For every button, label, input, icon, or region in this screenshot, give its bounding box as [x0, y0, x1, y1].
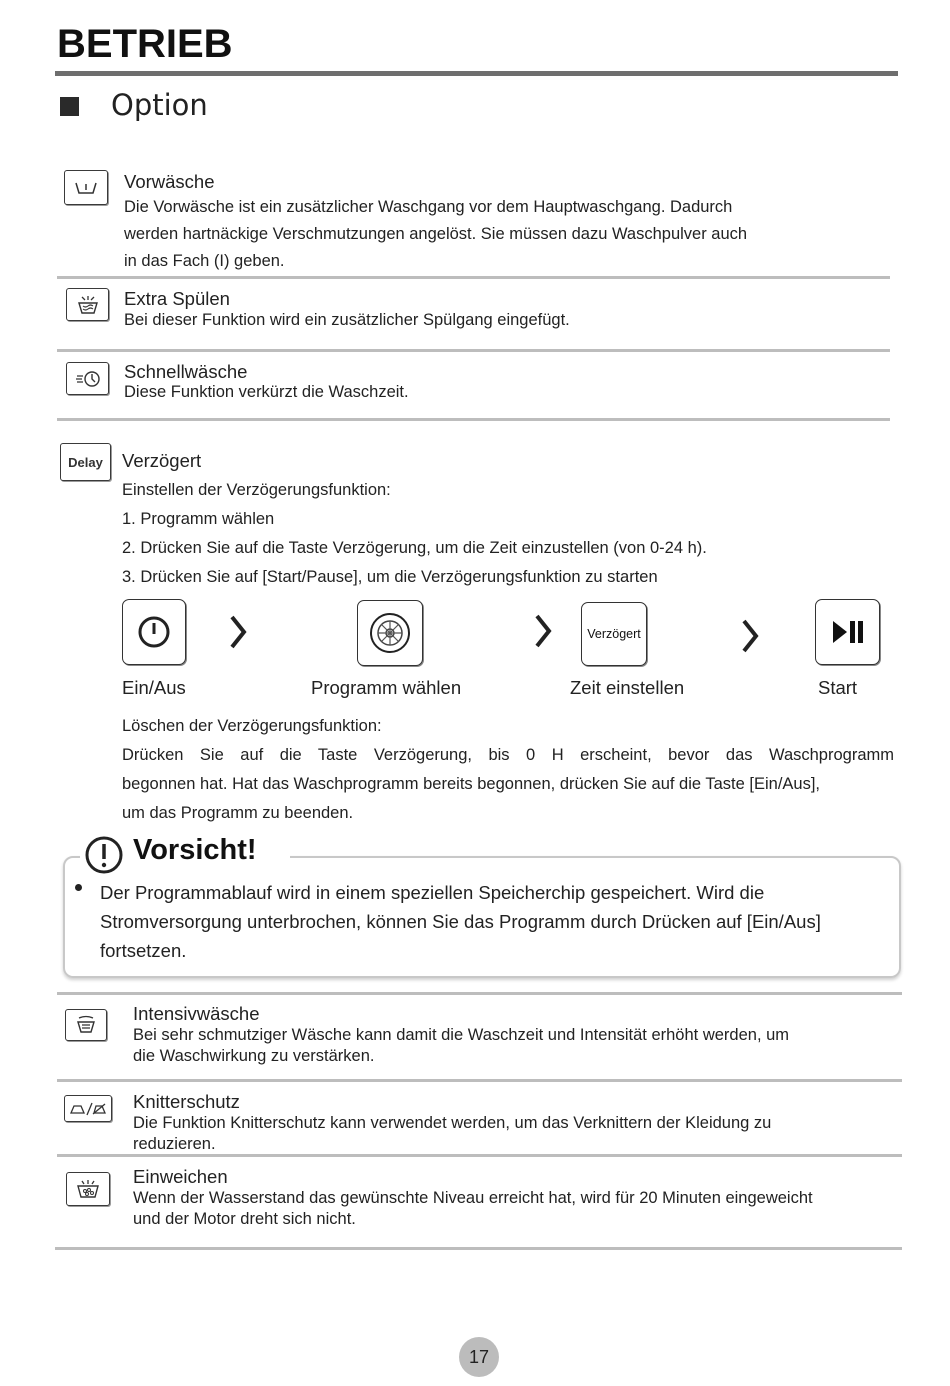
- exclamation-circle-icon: [84, 835, 124, 875]
- text-line: und der Motor dreht sich nicht.: [133, 1210, 356, 1228]
- page-title: BETRIEB: [57, 22, 233, 66]
- soak-icon: [66, 1172, 110, 1206]
- text-line: in das Fach (I) geben.: [124, 252, 285, 270]
- rinse-icon: [66, 288, 109, 321]
- delay-cancel-title: Löschen der Verzögerungsfunktion:: [122, 717, 382, 735]
- flow-label-delay: Zeit einstellen: [570, 677, 685, 698]
- section-bullet-square: [60, 97, 79, 116]
- power-icon: [136, 614, 172, 650]
- option-title-schnellwaesche: Schnellwäsche: [124, 361, 248, 382]
- program-dial-illustration: [357, 600, 423, 666]
- quick-wash-icon: [66, 362, 109, 395]
- text-line: werden hartnäckige Verschmutzungen angelöst. Sie müssen dazu Waschpulver auch: [124, 225, 748, 243]
- power-button-illustration: [122, 599, 186, 665]
- chevron-right-icon: [527, 611, 557, 651]
- delay-step-1: 1. Programm wählen: [122, 510, 275, 528]
- delay-button-illustration: Verzögert: [581, 602, 647, 666]
- page-number: 17: [459, 1337, 499, 1377]
- program-dial-icon: [368, 611, 412, 655]
- warning-text: [100, 878, 870, 965]
- divider: [57, 349, 890, 352]
- divider: [57, 992, 902, 995]
- text-line: Der Programmablauf wird in einem speziellen Speicherchip gespeichert. Wird die: [100, 882, 765, 903]
- text-line: Die Funktion Knitterschutz kann verwendet werden, um das Verknittern der Kleidung zu: [133, 1114, 772, 1132]
- option-title-einweichen: Einweichen: [133, 1166, 228, 1187]
- flow-label-program: Programm wählen: [311, 677, 462, 698]
- text-line: reduzieren.: [133, 1135, 216, 1153]
- option-title-verzoegert: Verzögert: [122, 450, 202, 471]
- delay-cancel-line-1: Drücken Sie auf die Taste Verzögerung, bis 0 H erscheint, bevor das Waschprogramm: [122, 746, 894, 764]
- start-pause-button-illustration: [815, 599, 880, 665]
- delay-step-2: 2. Drücken Sie auf die Taste Verzögerung, um die Zeit einzustellen (von 0-24 h).: [122, 539, 707, 557]
- chevron-right-icon: [222, 612, 252, 652]
- divider: [57, 1154, 902, 1157]
- text-line: Wenn der Wasserstand das gewünschte Niveau erreicht hat, wird für 20 Minuten eingeweicht: [133, 1189, 813, 1207]
- delay-cancel-line-2: begonnen hat. Hat das Waschprogramm bereits begonnen, drücken Sie auf die Taste [Ein/Aus],: [122, 775, 821, 793]
- text-line: fortsetzen.: [100, 940, 187, 961]
- delay-icon: Delay: [60, 443, 111, 481]
- title-divider: [55, 71, 898, 76]
- option-text-vorwaesche: [124, 194, 747, 275]
- divider: [57, 276, 890, 279]
- text-line: Bei sehr schmutziger Wäsche kann damit die Waschzeit und Intensität erhöht werden, um: [133, 1026, 790, 1044]
- option-text-knitterschutz: [133, 1113, 771, 1155]
- prewash-tub-icon: [64, 170, 108, 205]
- delay-intro: Einstellen der Verzögerungsfunktion:: [122, 481, 391, 499]
- play-pause-icon: [830, 619, 866, 645]
- text-line: die Waschwirkung zu verstärken.: [133, 1047, 375, 1065]
- divider: [57, 418, 890, 421]
- anti-crease-icon: [64, 1095, 112, 1122]
- flow-label-start: Start: [818, 677, 858, 698]
- option-title-extra-spuelen: Extra Spülen: [124, 288, 230, 309]
- option-title-knitterschutz: Knitterschutz: [133, 1091, 240, 1112]
- option-text-intensivwaesche: [133, 1025, 789, 1067]
- option-title-vorwaesche: Vorwäsche: [124, 171, 215, 192]
- divider: [57, 1079, 902, 1082]
- section-title: Option: [111, 88, 208, 122]
- option-text-einweichen: [133, 1188, 813, 1230]
- bullet-dot: [75, 884, 82, 891]
- option-text-extra-spuelen: Bei dieser Funktion wird ein zusätzlicher Spülgang eingefügt.: [124, 311, 570, 329]
- delay-cancel-line-3: um das Programm zu beenden.: [122, 804, 354, 822]
- chevron-right-icon: [734, 616, 764, 656]
- delay-step-3: 3. Drücken Sie auf [Start/Pause], um die Verzögerungsfunktion zu starten: [122, 568, 658, 586]
- option-text-schnellwaesche: Diese Funktion verkürzt die Waschzeit.: [124, 383, 409, 401]
- text-line: Die Vorwäsche ist ein zusätzlicher Waschgang vor dem Hauptwaschgang. Dadurch: [124, 198, 733, 216]
- warning-title: Vorsicht!: [133, 834, 257, 866]
- intensive-wash-icon: [65, 1009, 107, 1041]
- divider: [55, 1247, 902, 1250]
- text-line: Stromversorgung unterbrochen, können Sie das Programm durch Drücken auf [Ein/Aus]: [100, 911, 821, 932]
- flow-label-power: Ein/Aus: [122, 677, 186, 698]
- option-title-intensivwaesche: Intensivwäsche: [133, 1003, 260, 1024]
